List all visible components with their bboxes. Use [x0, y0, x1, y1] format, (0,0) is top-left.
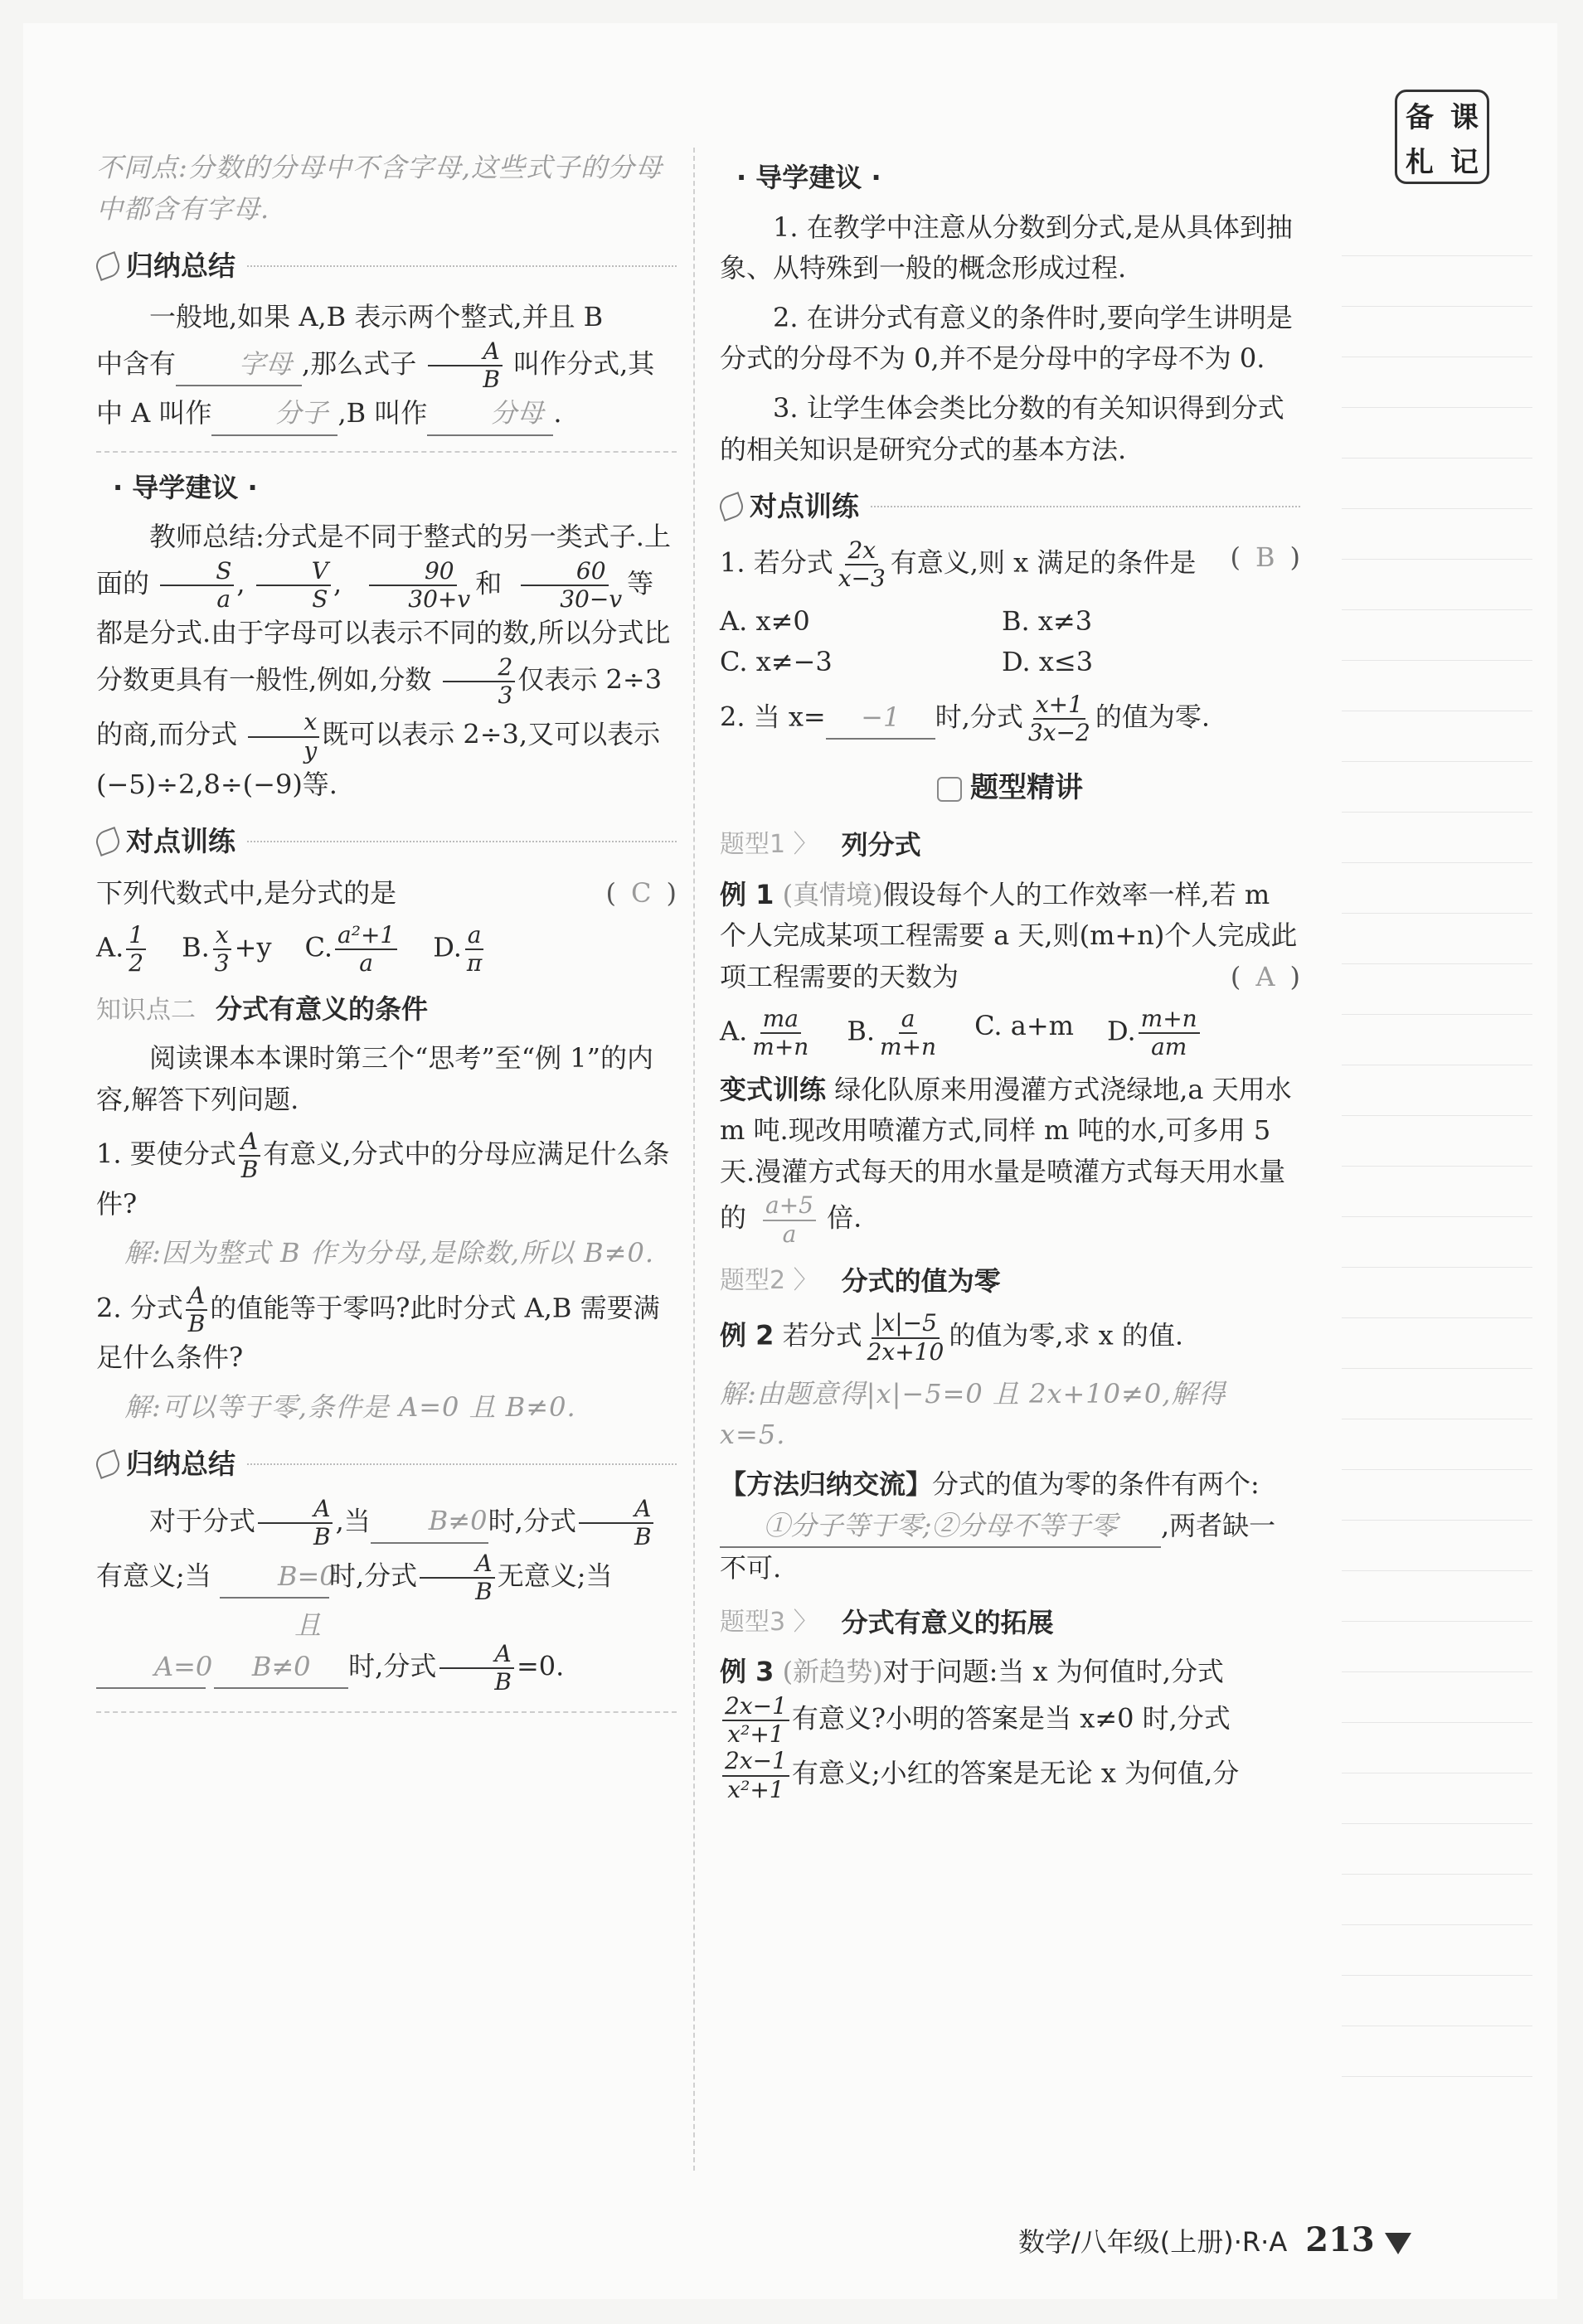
- practice-question: 下列代数式中,是分式的是 ( C ): [96, 873, 677, 915]
- example1-choices: A. $\frac{ma}{m+n}$ B. $\frac{a}{m+n}$ C. a+m D. $\frac{m+n}{am}$: [720, 1006, 1300, 1060]
- left-column: [96, 148, 677, 1728]
- pencil-icon: [93, 251, 123, 281]
- summary-heading: 归纳总结: [96, 245, 677, 287]
- blank-answer: 分子: [211, 393, 337, 436]
- question-2: 2. 分式 $\frac{A}{B}$ 的值能等于零吗?此时分式 A,B 需要满足什么条件?: [96, 1281, 660, 1374]
- choice-b: B. $\frac{x}{3}$ +y: [182, 921, 272, 978]
- choice-list-right: A. x≠0 B. x≠3 C. x≠−3 D. x≤3: [720, 604, 1094, 678]
- guide-heading: · 导学建议 ·: [113, 471, 258, 503]
- column-divider: [693, 148, 695, 2171]
- page-footer: [1018, 2220, 1411, 2259]
- choice-list: [96, 922, 677, 977]
- right-column: [720, 148, 1300, 1812]
- blank-answer: 字母: [176, 344, 302, 387]
- example-1: 例 1 (真情境)假设每个人的工作效率一样,若 m 个人完成某项工程需要 a 天,则(m+n)个人完成此项工程需要的天数为 ( A ): [720, 878, 1300, 992]
- pencil-icon: [716, 492, 746, 522]
- type-analysis-heading: 题型精讲: [720, 766, 1300, 810]
- page: [23, 23, 1557, 2299]
- divider: [96, 451, 677, 453]
- method-summary: 【方法归纳交流】分式的值为零的条件有两个: ①分子等于零;②分母不等于零 ,两者缺一不可.: [720, 1468, 1276, 1584]
- practice-heading: 对点训练: [96, 820, 677, 862]
- example2-solution: 解:由题意得|x|−5=0 且 2x+10≠0,解得 x=5.: [720, 1377, 1226, 1451]
- type1-heading: 题型1 〉 列分式: [720, 828, 921, 861]
- knowledge-point-heading: 知识点二 分式有意义的条件: [96, 992, 429, 1025]
- variant-training: 变式训练 绿化队原来用漫灌方式浇绿地,a 天用水 m 吨.现改用喷灌方式,同样 m 吨的水,可多用 5 天.漫灌方式每天的用水量是喷灌方式每天用水量的 $\frac{a+5}{a}$ 倍.: [720, 1073, 1292, 1248]
- guide-text: 教师总结:分式是不同于整式的另一类式子.上面的 $\frac{S}{a}$ , $\frac{V}{S}$ , $\frac{90}{30+v}$ 和 $\frac{60}{30-v}$ 等都是分式.由于字母可以表示不同的数,所以分式比分数更具有一般性,例如,分数 $\frac{2}{3}$ 仅表示 2÷3 的商,而分式 $\frac{x}{y}$ 既可以表示 2÷3,又可以表示(−5)÷2,8÷(−9)等.: [96, 521, 671, 800]
- example-3: 例 3 (新趋势)对于问题:当 x 为何值时,分式 $\frac{2x-1}{\text{x²+1}}$ 有意义?小明的答案是当 x≠0 时,分式 $\frac{2x-1}{\text{x²+1}}$ 有意义;小红的答案是无论 x 为何值,分: [720, 1656, 1240, 1803]
- pencil-icon: [93, 827, 123, 856]
- guide-heading-right: · 导学建议 ·: [736, 162, 881, 193]
- divider: [96, 1711, 677, 1713]
- answer-2: 解:可以等于零,条件是 A=0 且 B≠0.: [124, 1390, 576, 1423]
- summary-text: 一般地,如果 A,B 表示两个整式,并且 B 中含有 字母 ,那么式子 $\frac{A}{B}$ 叫作分式,其 中 A 叫作 分子 ,B 叫作 分母 .: [96, 297, 677, 436]
- practice-q2: 2. 当 x= −1 时,分式 $\frac{x+1}{3x-2}$ 的值为零.: [720, 690, 1211, 747]
- notes-corner-badge: 备 课 札 记: [1395, 90, 1489, 184]
- reading-instruction: 阅读课本本课时第三个“思考”至“例 1”的内容,解答下列问题.: [96, 1042, 653, 1115]
- arrow-icon: [1385, 2233, 1411, 2254]
- page-number: 213: [1305, 2220, 1375, 2259]
- answer-paren: ( C ): [605, 876, 677, 909]
- book-title: 数学/八年级(上册)·R·A: [1018, 2226, 1288, 2258]
- summary-heading-2: 归纳总结: [96, 1443, 677, 1485]
- guide-item-2: 2. 在讲分式有意义的条件时,要向学生讲明是分式的分母不为 0,并不是分母中的字母不为 0.: [720, 301, 1293, 375]
- practice-q1: 1. 若分式 $\frac{2x}{x-3}$ 有意义,则 x 满足的条件是 ( B ): [720, 536, 1300, 593]
- choice-c: C. $\frac{\text{a²+1}}{a}$: [305, 922, 401, 977]
- answer-1: 解:因为整式 B 作为分母,是除数,所以 B≠0.: [124, 1237, 655, 1269]
- guide-item-3: 3. 让学生体会类比分数的有关知识得到分式的相关知识是研究分式的基本方法.: [720, 391, 1284, 465]
- choice-d: D. $\frac{a}{\pi}$: [433, 922, 487, 977]
- pencil-icon: [93, 1449, 123, 1479]
- question-1: 1. 要使分式 $\frac{A}{B}$ 有意义,分式中的分母应满足什么条件?: [96, 1128, 670, 1220]
- book-icon: [937, 777, 962, 802]
- handwritten-note: 不同点:分数的分母中不含字母,这些式子的分母中都含有字母.: [96, 152, 663, 225]
- type3-heading: 题型3 〉 分式有意义的拓展: [720, 1606, 1054, 1638]
- example-2: 例 2 若分式 $\frac{|x|-5}{2x+10}$ 的值为零,求 x 的值.: [720, 1309, 1184, 1366]
- choice-a: A. $\frac{1}{2}$: [96, 922, 148, 977]
- blank-answer: 分母: [427, 393, 553, 436]
- fraction-a-over-b: $\frac{A}{B}$: [427, 338, 503, 393]
- guide-item-1: 1. 在教学中注意从分数到分式,是从具体到抽象、从特殊到一般的概念形成过程.: [720, 211, 1293, 284]
- summary2-text: 对于分式 $\frac{A}{B}$ ,当 B≠0时,分式 $\frac{A}{B}$ 有意义;当 B=0时,分式 $\frac{A}{B}$ 无意义;当A=0 且 B≠0 时,分式 $\frac{A}{B}$ =0.: [96, 1496, 677, 1696]
- notes-ruled-area: [1342, 206, 1532, 2077]
- type2-heading: 题型2 〉 分式的值为零: [720, 1264, 1001, 1297]
- practice-heading-right: 对点训练: [720, 485, 1300, 527]
